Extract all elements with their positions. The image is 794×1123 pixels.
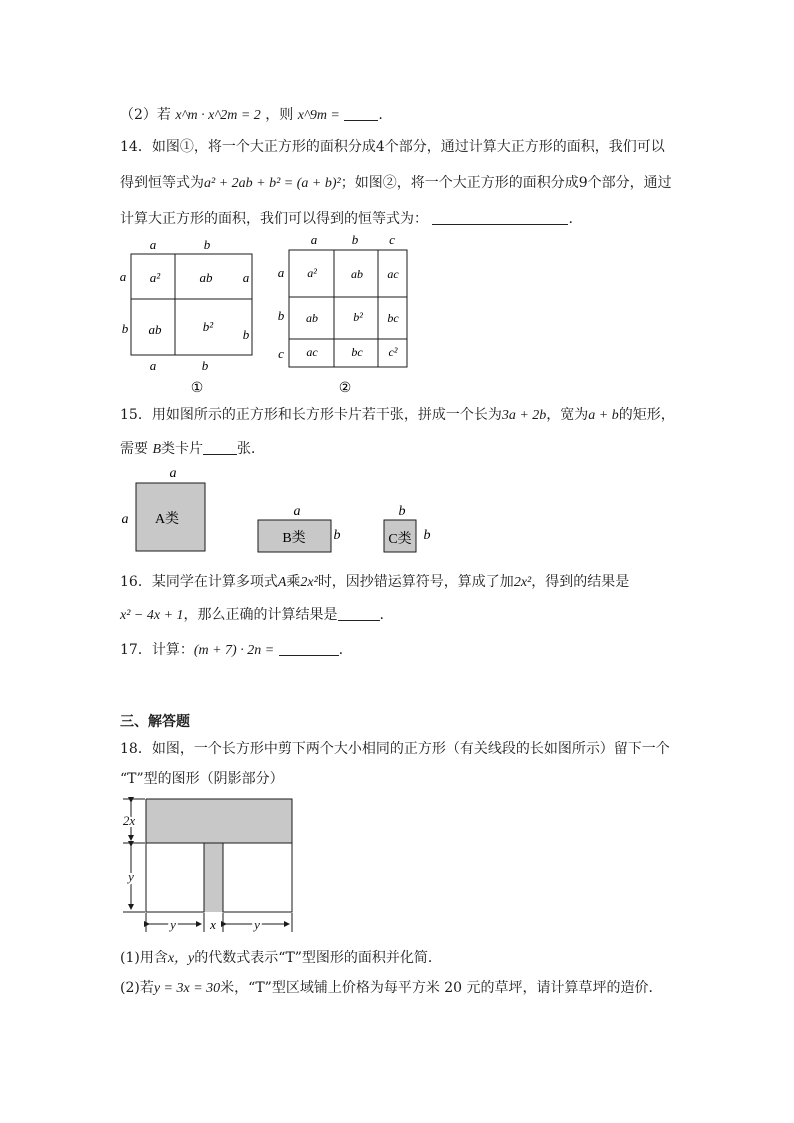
fig1-bottom-a: a: [149, 358, 157, 373]
q18-sub2a: (2)若: [120, 980, 154, 996]
q16-line2b: ，那么正确的计算结果是: [183, 607, 338, 623]
q14-answer-blank[interactable]: [432, 210, 568, 225]
t-shape-top: [146, 799, 292, 843]
label-2x: 2x: [122, 813, 136, 828]
card-b-label: B类: [282, 531, 306, 546]
fig1-cell-a2: a²: [149, 270, 161, 285]
q13-answer-blank[interactable]: [344, 106, 378, 121]
fig1-cell-ab1: ab: [199, 270, 213, 285]
fig1-left-a: a: [119, 269, 127, 284]
q16-answer-blank[interactable]: [338, 606, 380, 621]
fig2-cell-bc1: bc: [387, 311, 399, 325]
fig1-top-a: a: [149, 237, 157, 252]
fig2-caption: ②: [338, 381, 352, 396]
fig2-top-a: a: [310, 232, 318, 247]
q18-line2: “T”型的图形（阴影部分）: [120, 771, 284, 787]
q18-line1: 18．如图，一个长方形中剪下两个大小相同的正方形（有关线段的长如图所示）留下一个: [120, 741, 670, 757]
fig2-cell-b2: b²: [353, 310, 363, 324]
q17-suffix: .: [338, 642, 344, 658]
q14-line2a: 得到恒等式为: [120, 175, 204, 191]
q17-line: [120, 639, 343, 659]
fig2-left-b: b: [277, 308, 285, 323]
q15-line1a: 15．用如图所示的正方形和长方形卡片若干张，拼成一个长为: [120, 407, 502, 423]
fig1-top-b: b: [203, 237, 211, 252]
label-y-bottom-right: y: [254, 917, 260, 932]
q16-line1b: 乘: [286, 574, 301, 590]
q15-line2: [120, 438, 265, 458]
q16-result: x² − 4x + 1: [120, 608, 184, 623]
fig2-cell-c2: c²: [388, 345, 398, 359]
q18-sub1a: (1)用含: [120, 950, 168, 966]
fig2-cell-ab2: ab: [306, 311, 318, 325]
q14-identity: a² + 2ab + b² = (a + b)²: [204, 176, 341, 191]
q15-line1c: 的矩形，: [618, 407, 675, 423]
fig2-cell-a2: a²: [307, 266, 317, 280]
q13-part2: [120, 104, 383, 124]
t-shape-stem: [204, 843, 223, 912]
q14-line3: [120, 208, 573, 228]
fig2-top-c: c: [389, 232, 395, 247]
card-c-label: C类: [388, 532, 412, 547]
q18-sub2-expr: y = 3x = 30: [153, 981, 221, 996]
fig2-cell-ab1: ab: [351, 267, 363, 281]
fig2-cell-ac1: ac: [387, 267, 399, 281]
q16-add: 2x²: [513, 575, 532, 590]
q17-prefix: 17．计算：: [120, 642, 194, 658]
card-c-side: b: [423, 528, 431, 543]
q18-sub1-vars: x，y: [167, 951, 195, 966]
q15-line1: [120, 404, 675, 424]
card-b-top: a: [293, 504, 301, 519]
fig1-left-b: b: [121, 321, 129, 336]
fig1-right-b: b: [242, 327, 250, 342]
label-x-bottom: x: [210, 917, 216, 932]
q13-expr: x^m · x^2m = 2: [175, 108, 261, 123]
q18-sub2b: 米，“T”型区域铺上价格为每平方米 20 元的草坪，请计算草坪的造价．: [220, 980, 663, 996]
fig2-left-c: c: [278, 346, 284, 361]
label-y-left: y: [128, 869, 134, 884]
q16-line1a: 16．某同学在计算多项式: [120, 574, 278, 590]
q13-mid: ，则: [265, 107, 294, 123]
card-a-side: a: [121, 512, 129, 527]
q17-expr: (m + 7) · 2n =: [193, 643, 275, 658]
fig1-caption: ①: [190, 381, 204, 396]
q16-line1: [120, 571, 629, 591]
fig1-bottom-b: b: [201, 358, 209, 373]
q16-line1c: 时，因抄错运算符号，算成了加: [317, 574, 514, 590]
q15-cards-figure: [115, 462, 445, 558]
q13-suffix: .: [378, 107, 383, 123]
fig1-right-a: a: [242, 270, 250, 285]
fig2-left-a: a: [277, 265, 285, 280]
q15-line2c: 张．: [237, 441, 266, 457]
q14-figure-2: [270, 230, 420, 398]
card-a-top: a: [169, 466, 177, 481]
q16-line2: [120, 604, 384, 624]
q18-sub2: [120, 977, 663, 997]
card-a-label: A类: [154, 512, 180, 527]
q14-figure-1: [115, 236, 265, 396]
q14-line2b: ；如图②，将一个大正方形的面积分成9个部分，通过: [340, 175, 672, 191]
q14-line3-text: 计算大正方形的面积，我们可以得到的恒等式为：: [120, 211, 428, 227]
fig2-top-b: b: [351, 232, 359, 247]
q13-prefix: （2）若: [120, 107, 171, 123]
q13-target: x^9m =: [297, 108, 340, 123]
card-b-side: b: [333, 528, 341, 543]
q15-line2a: 需要: [120, 441, 148, 457]
fig1-cell-ab2: ab: [148, 322, 162, 337]
q14-line3-end: .: [568, 211, 573, 227]
q15-length: 3a + 2b: [501, 408, 547, 423]
q18-sub1b: 的代数式表示“T”型图形的面积并化简．: [194, 950, 442, 966]
q14-line2: [120, 172, 672, 192]
q15-var: B: [152, 442, 162, 457]
label-y-bottom-left: y: [170, 917, 176, 932]
section-heading: 三、解答题: [120, 714, 190, 730]
q16-line2c: .: [379, 607, 384, 623]
q18-sub1: [120, 947, 442, 967]
q15-answer-blank[interactable]: [203, 440, 237, 455]
fig1-cell-b2: b²: [202, 319, 214, 334]
q14-line1: 14．如图①，将一个大正方形的面积分成4个部分，通过计算大正方形的面积，我们可以: [120, 139, 665, 155]
q15-width: a + b: [588, 408, 619, 423]
card-c-top: b: [398, 504, 406, 519]
fig2-cell-bc2: bc: [351, 345, 363, 359]
fig2-cell-ac2: ac: [306, 345, 318, 359]
q18-figure: [115, 792, 305, 940]
q15-line2b: 类卡片: [161, 441, 204, 457]
q16-line1d: ，得到的结果是: [531, 574, 630, 590]
q17-answer-blank[interactable]: [279, 641, 339, 656]
q15-line1b: ，宽为: [546, 407, 589, 423]
q16-var: A: [277, 575, 287, 590]
q16-mult: 2x²: [300, 575, 318, 590]
